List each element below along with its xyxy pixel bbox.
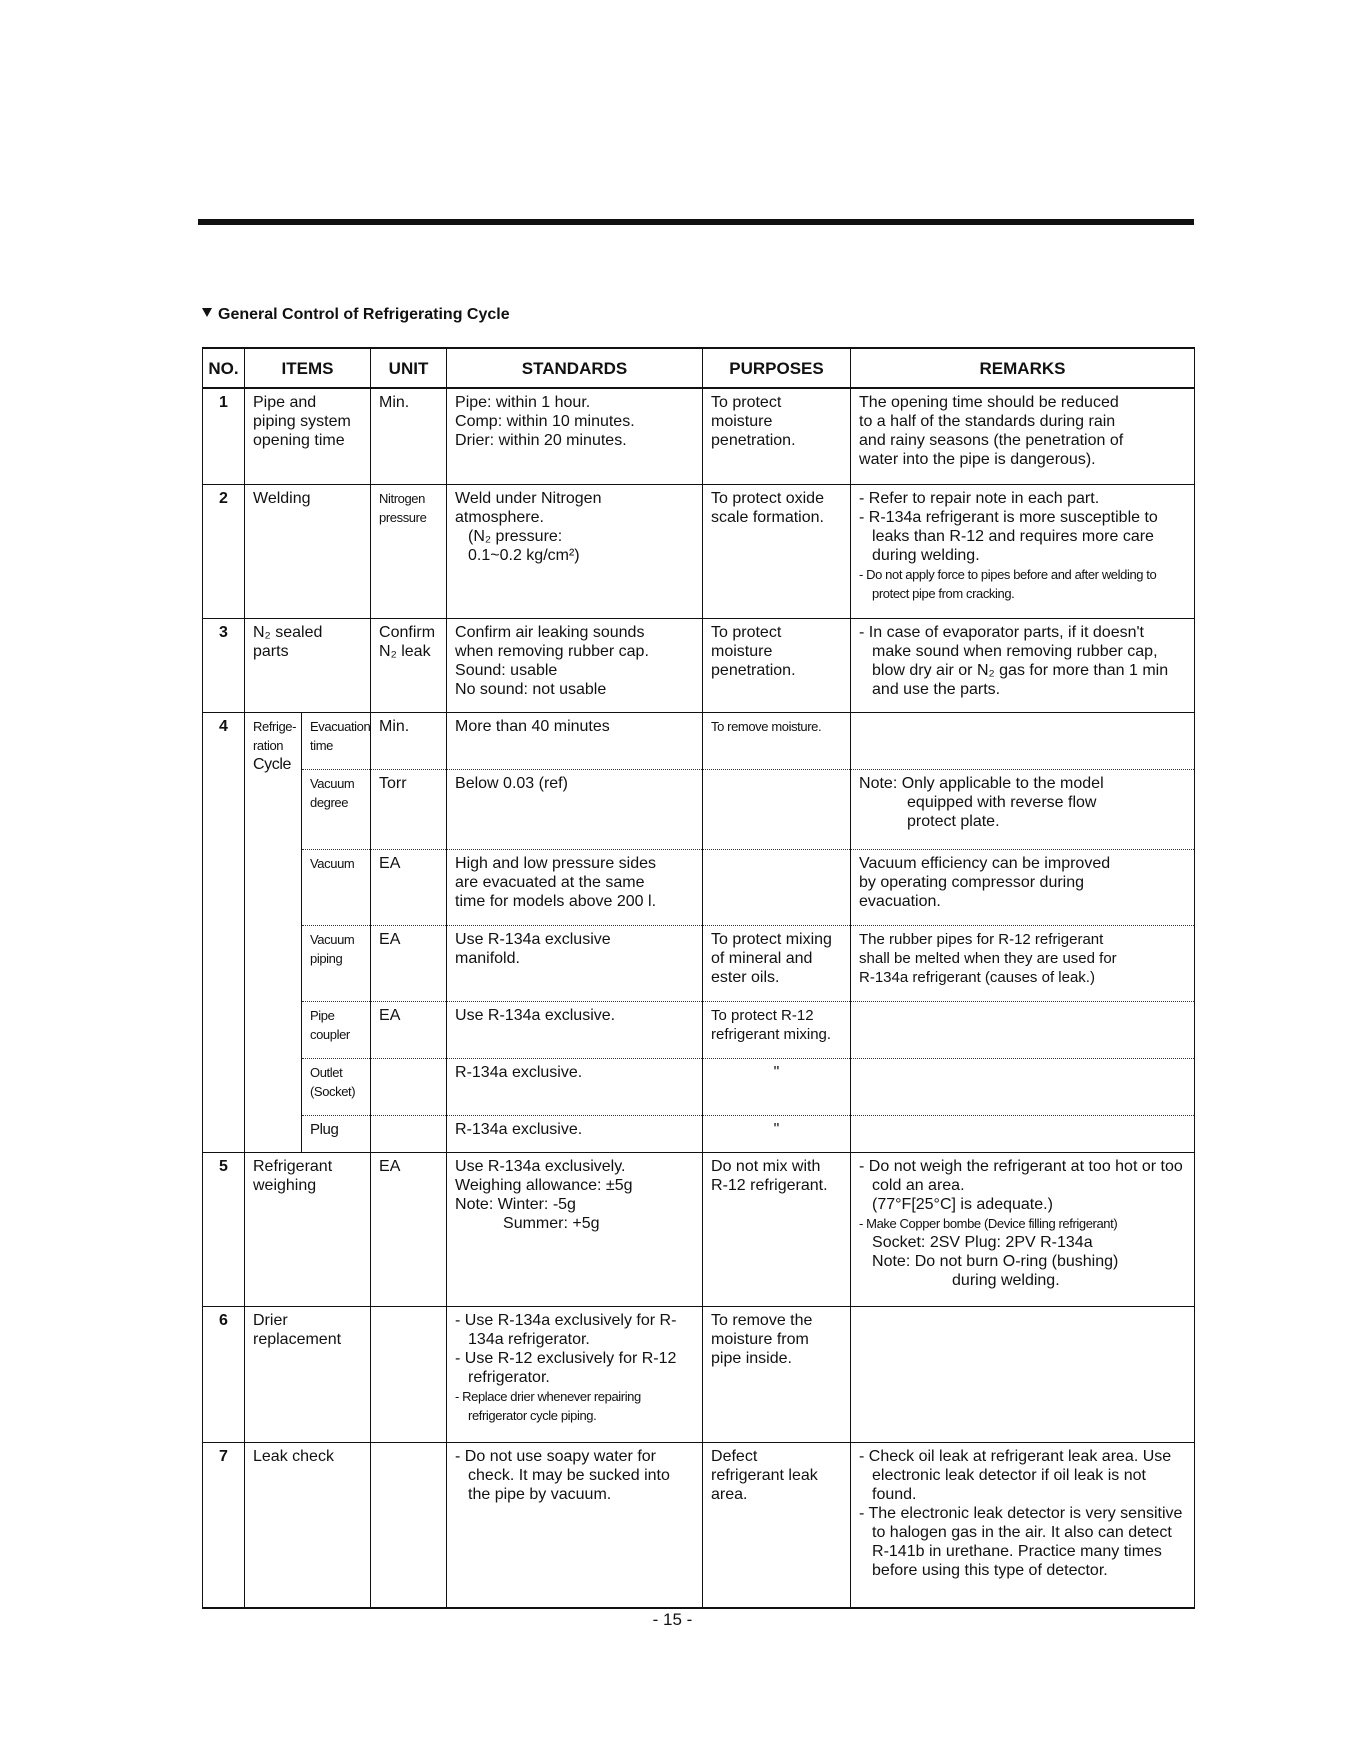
- header-no: NO.: [203, 348, 245, 388]
- purposes-cell: To protect R-12 refrigerant mixing.: [703, 1001, 851, 1058]
- table-row: [203, 925, 1195, 1001]
- remarks-cell: - In case of evaporator parts, if it doesn't make sound when removing rubber cap, blow dry air or N₂ gas for more than 1 min and use the parts.: [851, 618, 1195, 712]
- unit-cell: Min.: [371, 388, 447, 484]
- remarks-cell: Note: Only applicable to the model equipped with reverse flow protect plate.: [851, 769, 1195, 849]
- purposes-cell: To protect oxide scale formation.: [703, 484, 851, 618]
- heading-text: General Control of Refrigerating Cycle: [218, 306, 510, 323]
- top-rule: [198, 219, 1194, 225]
- table-row: [203, 388, 1195, 484]
- row-number: 3: [203, 618, 245, 712]
- header-unit: UNIT: [371, 348, 447, 388]
- standards-cell: R-134a exclusive.: [447, 1115, 703, 1152]
- purposes-cell: To protect mixing of mineral and ester oils.: [703, 925, 851, 1001]
- section-heading: [202, 306, 510, 324]
- standards-cell: Below 0.03 (ref): [447, 769, 703, 849]
- sub-item-cell: Outlet (Socket): [302, 1058, 371, 1115]
- unit-cell: [371, 1115, 447, 1152]
- purposes-cell: To remove moisture.: [703, 712, 851, 769]
- table-row: [203, 618, 1195, 712]
- standards-cell: Use R-134a exclusively. Weighing allowance: ±5g Note: Winter: -5g Summer: +5g: [447, 1152, 703, 1306]
- unit-cell: Min.: [371, 712, 447, 769]
- unit-cell: [371, 1058, 447, 1115]
- item-cell: N₂ sealed parts: [245, 618, 371, 712]
- purposes-cell: To remove the moisture from pipe inside.: [703, 1306, 851, 1442]
- remarks-cell: [851, 712, 1195, 769]
- unit-cell: EA: [371, 1001, 447, 1058]
- remarks-cell: - Refer to repair note in each part. - R-134a refrigerant is more susceptible to leaks than R-12 and requires more care during welding. - Do not apply force to pipes before and after welding to protect pipe from cracking.: [851, 484, 1195, 618]
- remarks-cell: [851, 1115, 1195, 1152]
- sub-item-cell: Plug: [302, 1115, 371, 1152]
- table-row: [203, 849, 1195, 925]
- sub-item-cell: Vacuum piping: [302, 925, 371, 1001]
- table-row: [203, 1152, 1195, 1306]
- standards-cell: R-134a exclusive.: [447, 1058, 703, 1115]
- standards-cell: Confirm air leaking sounds when removing rubber cap. Sound: usable No sound: not usable: [447, 618, 703, 712]
- header-items: ITEMS: [245, 348, 371, 388]
- sub-item-cell: Vacuum: [302, 849, 371, 925]
- table-row: [203, 1306, 1195, 1442]
- standards-cell: - Do not use soapy water for check. It may be sucked into the pipe by vacuum.: [447, 1442, 703, 1608]
- purposes-cell: [703, 769, 851, 849]
- item-cell: Leak check: [245, 1442, 371, 1608]
- table-row: [203, 1058, 1195, 1115]
- row-number: 1: [203, 388, 245, 484]
- table-row: [203, 712, 1195, 769]
- page-number: - 15 -: [652, 1610, 693, 1629]
- purposes-cell: Defect refrigerant leak area.: [703, 1442, 851, 1608]
- sub-item-cell: Evacuation time: [302, 712, 371, 769]
- standards-cell: - Use R-134a exclusively for R-134a refrigerator. - Use R-12 exclusively for R-12 refrigerator. - Replace drier whenever repairing refrigerator cycle piping.: [447, 1306, 703, 1442]
- remarks-cell: The opening time should be reduced to a half of the standards during rain and rainy seasons (the penetration of water into the pipe is dangerous).: [851, 388, 1195, 484]
- row-number: 4: [203, 712, 245, 1152]
- table-row: [203, 1001, 1195, 1058]
- item-cell: Drier replacement: [245, 1306, 371, 1442]
- item-cell: Welding: [245, 484, 371, 618]
- sub-item-cell: Pipe coupler: [302, 1001, 371, 1058]
- purposes-cell: To protect moisture penetration.: [703, 388, 851, 484]
- item-cell: Refrigerant weighing: [245, 1152, 371, 1306]
- purposes-cell: To protect moisture penetration.: [703, 618, 851, 712]
- header-purposes: PURPOSES: [703, 348, 851, 388]
- standards-cell: Weld under Nitrogen atmosphere. (N₂ pressure: 0.1~0.2 kg/cm²): [447, 484, 703, 618]
- triangle-bullet-icon: [202, 308, 212, 317]
- table-row: [203, 1115, 1195, 1152]
- item-cell: Pipe and piping system opening time: [245, 388, 371, 484]
- remarks-cell: [851, 1001, 1195, 1058]
- row-number: 7: [203, 1442, 245, 1608]
- row-number: 2: [203, 484, 245, 618]
- unit-cell: Confirm N₂ leak: [371, 618, 447, 712]
- remarks-cell: [851, 1306, 1195, 1442]
- purposes-cell: [703, 849, 851, 925]
- standards-cell: More than 40 minutes: [447, 712, 703, 769]
- standards-cell: Use R-134a exclusive manifold.: [447, 925, 703, 1001]
- header-standards: STANDARDS: [447, 348, 703, 388]
- table-row: [203, 1442, 1195, 1608]
- refrigerating-cycle-table: [202, 347, 1195, 1609]
- table-row: [203, 484, 1195, 618]
- row-number: 5: [203, 1152, 245, 1306]
- remarks-cell: The rubber pipes for R-12 refrigerant shall be melted when they are used for R-134a refrigerant (causes of leak.): [851, 925, 1195, 1001]
- unit-cell: Torr: [371, 769, 447, 849]
- unit-cell: [371, 1442, 447, 1608]
- remarks-cell: [851, 1058, 1195, 1115]
- item-group-cell: Refrige- ration Cycle: [245, 712, 302, 1152]
- header-row: [203, 348, 1195, 388]
- purposes-cell: Do not mix with R-12 refrigerant.: [703, 1152, 851, 1306]
- unit-cell: EA: [371, 849, 447, 925]
- standards-cell: Use R-134a exclusive.: [447, 1001, 703, 1058]
- purposes-cell: ": [703, 1058, 851, 1115]
- sub-item-cell: Vacuum degree: [302, 769, 371, 849]
- header-remarks: REMARKS: [851, 348, 1195, 388]
- standards-cell: High and low pressure sides are evacuated at the same time for models above 200 l.: [447, 849, 703, 925]
- purposes-cell: ": [703, 1115, 851, 1152]
- unit-cell: EA: [371, 1152, 447, 1306]
- unit-cell: EA: [371, 925, 447, 1001]
- remarks-cell: Vacuum efficiency can be improved by operating compressor during evacuation.: [851, 849, 1195, 925]
- unit-cell: Nitrogen pressure: [371, 484, 447, 618]
- row-number: 6: [203, 1306, 245, 1442]
- unit-cell: [371, 1306, 447, 1442]
- remarks-cell: - Check oil leak at refrigerant leak area. Use electronic leak detector if oil leak is not found. - The electronic leak detector is very sensitive to halogen gas in the air. It also can detect R-141b in urethane. Practice many times before using this type of detector.: [851, 1442, 1195, 1608]
- standards-cell: Pipe: within 1 hour. Comp: within 10 minutes. Drier: within 20 minutes.: [447, 388, 703, 484]
- remarks-cell: - Do not weigh the refrigerant at too hot or too cold an area. (77°F[25°C] is adequate.) - Make Copper bombe (Device filling refrigerant) Socket: 2SV Plug: 2PV R-134a Note: Do not burn O-ring (bushing) during welding.: [851, 1152, 1195, 1306]
- table-row: [203, 769, 1195, 849]
